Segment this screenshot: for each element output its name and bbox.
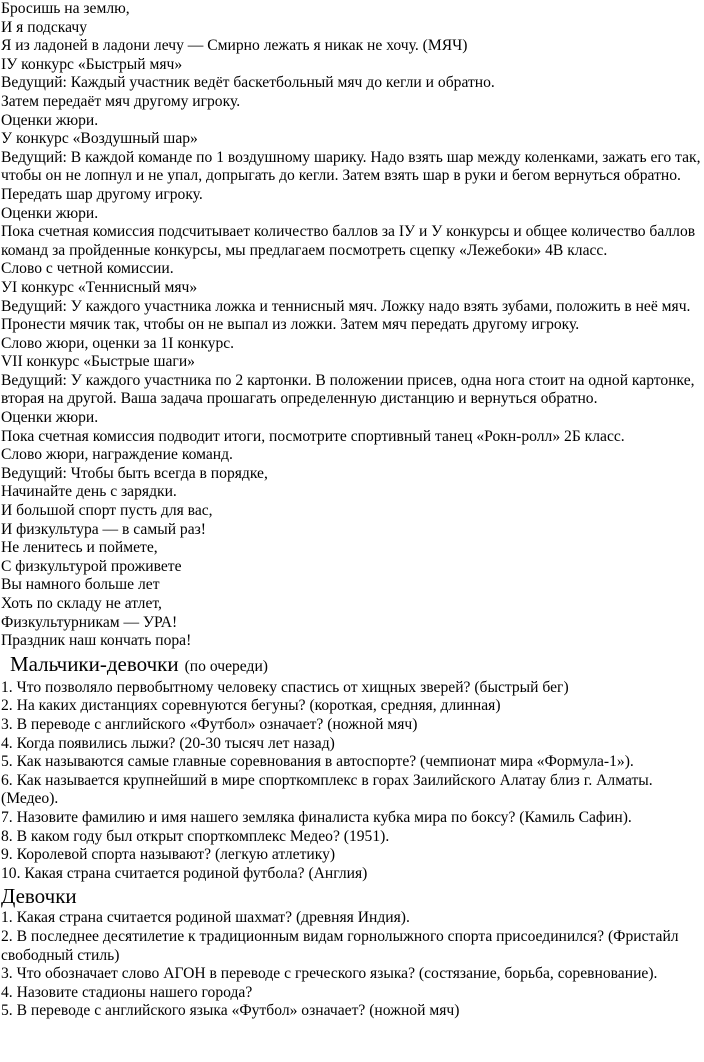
script-lines <box>1 0 702 651</box>
quiz-question: 7. Назовите фамилию и имя нашего земляка финалиста кубка мира по боксу? (Камиль Сафин). <box>1 808 632 826</box>
text-line: Я из ладоней в ладони лечу — Смирно лежать я никак не хочу. (МЯЧ) <box>1 37 468 55</box>
text-line: Ведущий: Каждый участник ведёт баскетбольный мяч до кегли и обратно. <box>1 74 495 92</box>
quiz-question: 9. Королевой спорта называют? (легкую атлетику) <box>1 846 336 864</box>
poem-line: Не ленитесь и поймете, <box>1 539 158 557</box>
text-line: Пока счетная комиссия подводит итоги, посмотрите спортивный танец «Рокн-ролл» 2Б класс. <box>1 427 625 445</box>
text-line: Оценки жюри. <box>1 111 99 129</box>
contest-heading: IУ конкурс «Быстрый мяч» <box>1 55 183 73</box>
quiz-question: 4. Назовите стадионы нашего города? <box>1 983 253 1001</box>
section-note: (по очереди) <box>184 657 268 675</box>
text-line: Оценки жюри. <box>1 409 99 427</box>
text-line: Бросишь на землю, <box>1 0 130 17</box>
quiz-list-boys-girls <box>1 679 702 884</box>
quiz-question: 2. На каких дистанциях соревнуются бегуны? (короткая, средняя, длинная) <box>1 697 501 715</box>
quiz-question: 10. Какая страна считается родиной футбола? (Англия) <box>1 864 368 882</box>
text-line: И я подскачу <box>1 18 88 36</box>
poem-line: Физкультурникам — УРА! <box>1 613 178 631</box>
text-paragraph: Пока счетная комиссия подсчитывает количество баллов за IУ и У конкурсы и общее количество баллов команд за пройденные конкурсы, мы предлагаем посмотреть сцепку «Лежебоки» 4В класс. <box>1 223 696 259</box>
poem-line: Ведущий: Чтобы быть всегда в порядке, <box>1 464 268 482</box>
quiz-question: 1. Что позволяло первобытному человеку спастись от хищных зверей? (быстрый бег) <box>1 678 569 696</box>
quiz-question: 2. В последнее десятилетие к традиционным видам горнолыжного спорта присоединился? (Фристайл свободный стиль) <box>1 927 679 964</box>
section-title: Мальчики-девочки <box>10 651 179 676</box>
quiz-question: 8. В каком году был открыт спорткомплекс Медео? (1951). <box>1 827 390 845</box>
poem-line: И большой спорт пусть для вас, <box>1 502 213 520</box>
poem-line: Праздник наш кончать пора! <box>1 632 192 650</box>
poem-line: И физкультура — в самый раз! <box>1 520 207 538</box>
poem-line: Вы намного больше лет <box>1 576 160 594</box>
contest-heading: У конкурс «Воздушный шар» <box>1 130 198 148</box>
text-line: Затем передаёт мяч другому игроку. <box>1 92 241 110</box>
section-heading-girls: Девочки <box>1 884 77 909</box>
text-line: Оценки жюри. <box>1 204 99 222</box>
text-paragraph: Ведущий: У каждого участника по 2 картонки. В положении присев, одна нога стоит на одной картонке, вторая на другой. Ваша задача прошагать определенную дистанцию и вернуться обратно. <box>1 371 695 408</box>
quiz-question: 4. Когда появились лыжи? (20-30 тысяч лет назад) <box>1 734 335 752</box>
text-line: Слово жюри, оценки за 1I конкурс. <box>1 334 235 352</box>
quiz-question: 5. Как называются самые главные соревнования в автоспорте? (чемпионат мира «Формула-1»). <box>1 753 634 771</box>
poem-line: С физкультурой проживете <box>1 557 182 575</box>
quiz-question: 5. В переводе с английского языка «Футбол» означает? (ножной мяч) <box>1 1002 460 1020</box>
text-paragraph: Ведущий: У каждого участника ложка и теннисный мяч. Ложку надо взять зубами, положить в неё мяч. Пронести мячик так, чтобы он не выпал из ложки. Затем мяч передать другому игроку. <box>1 297 691 334</box>
text-line: Слово с четной комиссии. <box>1 260 174 278</box>
contest-heading: VII конкурс «Быстрые шаги» <box>1 353 195 371</box>
quiz-question: 3. В переводе с английского «Футбол» означает? (ножной мяч) <box>1 715 418 733</box>
quiz-question: 6. Как называется крупнейший в мире спорткомплекс в горах Заилийского Алатау близ г. Алматы. (Медео). <box>1 771 653 808</box>
poem-line: Хоть по складу не атлет, <box>1 595 162 612</box>
quiz-list-girls <box>1 909 702 1021</box>
section-heading-boys-girls <box>1 652 702 679</box>
poem-line: Начинайте день с зарядки. <box>1 483 177 501</box>
text-paragraph: Ведущий: В каждой команде по 1 воздушному шарику. Надо взять шар между коленками, зажать его так, чтобы он не лопнул и не упал, допрыгать до кегли. Затем взять шар в руки и бегом вернуться обратно. Передать шар другому игроку. <box>1 148 701 203</box>
quiz-question: 3. Что обозначает слово АГОН в переводе с греческого языка? (состязание, борьба, соревнование). <box>1 965 658 983</box>
quiz-question: 1. Какая страна считается родиной шахмат? (древняя Индия). <box>1 909 410 927</box>
contest-heading: УI конкурс «Теннисный мяч» <box>1 278 198 296</box>
text-line: Слово жюри, награждение команд. <box>1 446 233 464</box>
